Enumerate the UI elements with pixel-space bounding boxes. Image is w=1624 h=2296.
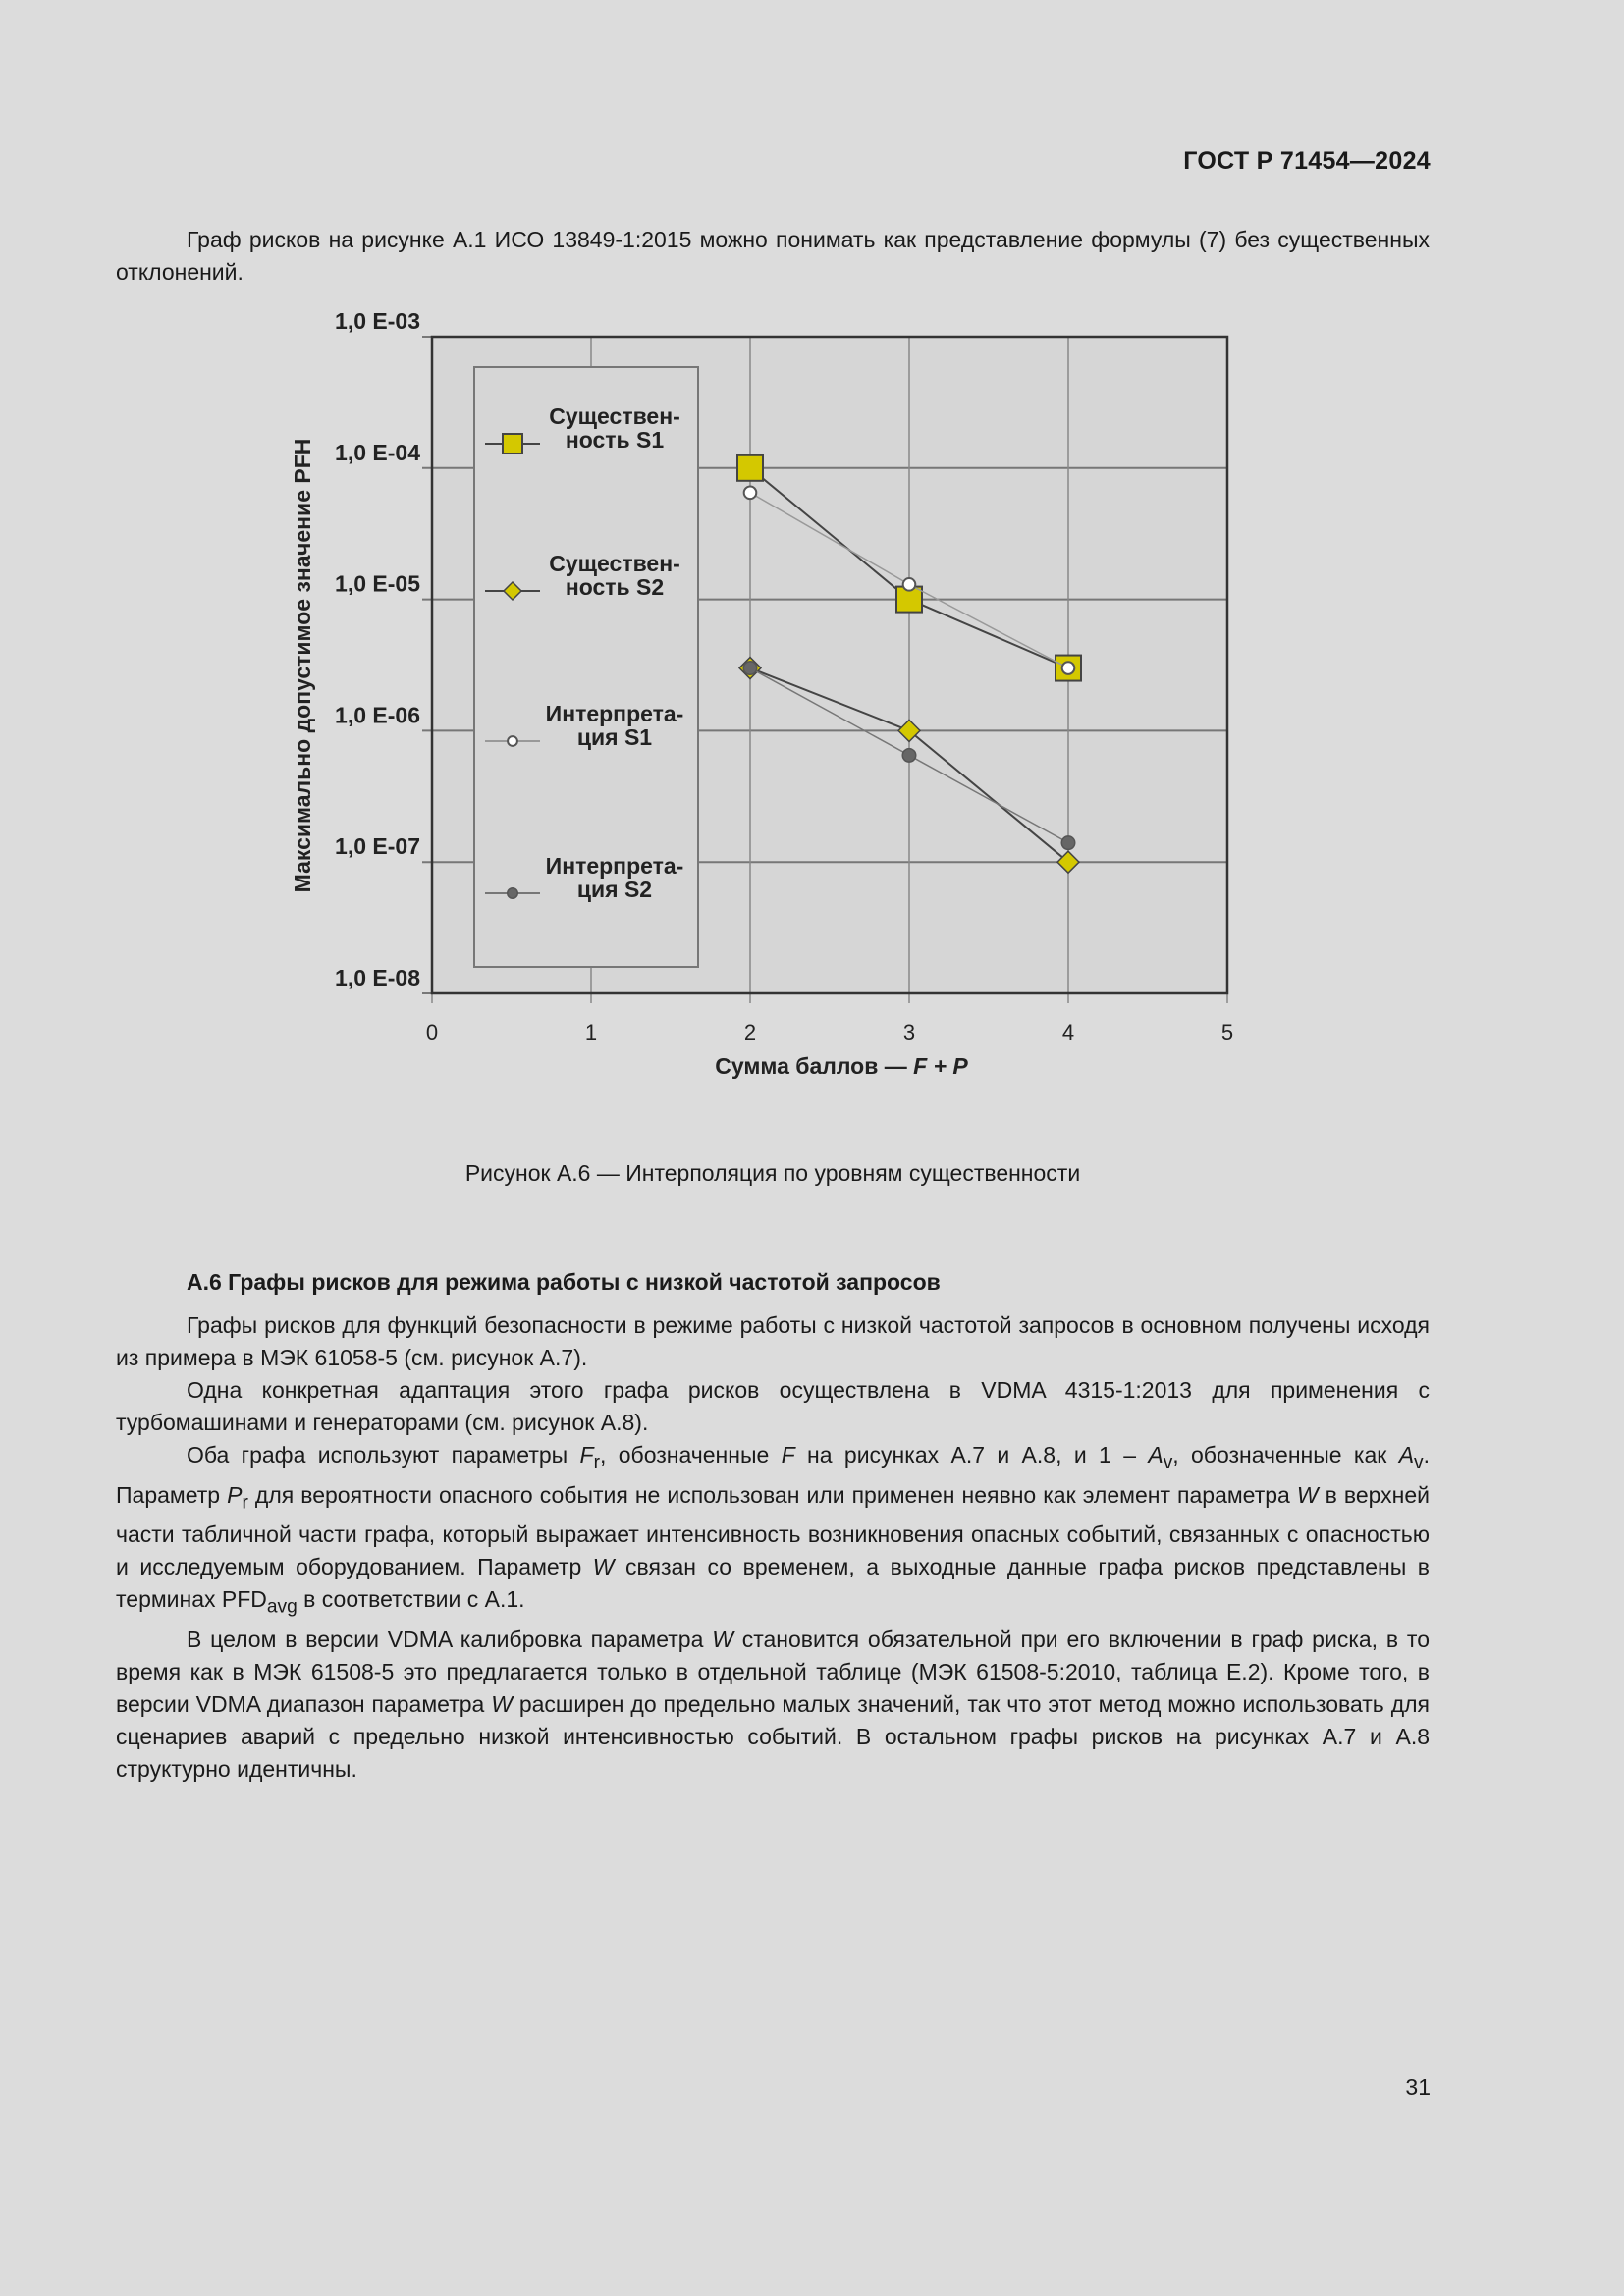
figure-caption: Рисунок А.6 — Интерполяция по уровням существенности [464, 1160, 1081, 1186]
legend-label: Интерпрета-ция S1 [545, 701, 684, 750]
x-axis-title: Сумма баллов — F + P [715, 1053, 968, 1079]
x-tick-label: 5 [1220, 1020, 1234, 1044]
y-tick-label: 1,0 E-07 [335, 833, 420, 860]
legend-marker [503, 434, 522, 454]
data-point [1062, 662, 1075, 674]
legend-label: Существен-ность S1 [549, 403, 680, 453]
section-body [116, 1309, 1430, 1786]
data-point [737, 455, 763, 481]
x-tick-label: 2 [743, 1020, 757, 1044]
section-title: А.6 Графы рисков для режима работы с низкой частотой запросов [187, 1269, 941, 1295]
y-axis-title: Максимально допустимое значение PFH [290, 438, 315, 893]
page-number: 31 [1405, 2074, 1431, 2100]
x-tick-label: 1 [584, 1020, 598, 1044]
y-tick-label: 1,0 E-06 [335, 702, 420, 728]
risk-chart [0, 0, 1624, 1119]
data-point [902, 749, 916, 763]
data-point [1061, 836, 1075, 850]
data-point [744, 487, 757, 500]
paragraph-3: Оба графа используют параметры $F_r$, обозначенные F на рисунках А.7 и А.8, и $1 - A_v$, обозначенные как $A_v$. Параметр $P_r$ для вероятности опасного события не использован или применен неявно как элемент параметра W в верхней части табличной части графа, который выражает интенсивность возникновения опасных событий, связанных с опасностью и исследуемым оборудованием. Параметр W связан со временем, а выходные данные графа рисков представлены в терминах $PFD_{avg}$ в соответствии с А.1. [116, 1442, 1431, 1618]
y-tick-label: 1,0 E-08 [335, 965, 420, 990]
data-point [903, 578, 916, 591]
x-tick-label: 4 [1061, 1020, 1075, 1044]
y-tick-label: 1,0 E-05 [335, 570, 420, 597]
legend-label: Существен-ность S2 [549, 551, 680, 600]
paragraph-2: Одна конкретная адаптация этого графа рисков осуществлена в VDMA 4315-1:2013 для применения с турбомашинами и генераторами (см. рисунок А.8). [116, 1377, 1430, 1435]
document-code: ГОСТ Р 71454—2024 [1183, 147, 1431, 175]
legend-marker [508, 888, 518, 899]
paragraph-4: В целом в версии VDMA калибровка параметра W становится обязательной при его включении в граф риска, в то время как в МЭК 61508-5 это предлагается только в отдельной таблице (МЭК 61508-5:2010, таблица Е.2). Кроме того, в версии VDMA диапазон параметра W расширен до предельно малых значений, так что этот метод можно использовать для сценариев аварий с предельно низкой интенсивностью событий. В остальном графы рисков на рисунках А.7 и А.8 структурно идентичны. [116, 1626, 1431, 1782]
legend-label: Интерпрета-ция S2 [545, 853, 684, 902]
legend-marker [508, 736, 517, 746]
data-point [743, 662, 757, 675]
y-tick-label: 1,0 E-04 [335, 439, 420, 465]
x-tick-label: 3 [902, 1020, 916, 1044]
y-tick-label: 1,0 E-03 [335, 308, 420, 334]
x-tick-label: 0 [425, 1020, 439, 1044]
paragraph-1: Графы рисков для функций безопасности в режиме работы с низкой частотой запросов в основном получены исходя из примера в МЭК 61058-5 (см. рисунок А.7). [116, 1312, 1430, 1370]
intro-paragraph: Граф рисков на рисунке А.1 ИСО 13849-1:2015 можно понимать как представление формулы (7) без существенных отклонений. [116, 227, 1430, 285]
